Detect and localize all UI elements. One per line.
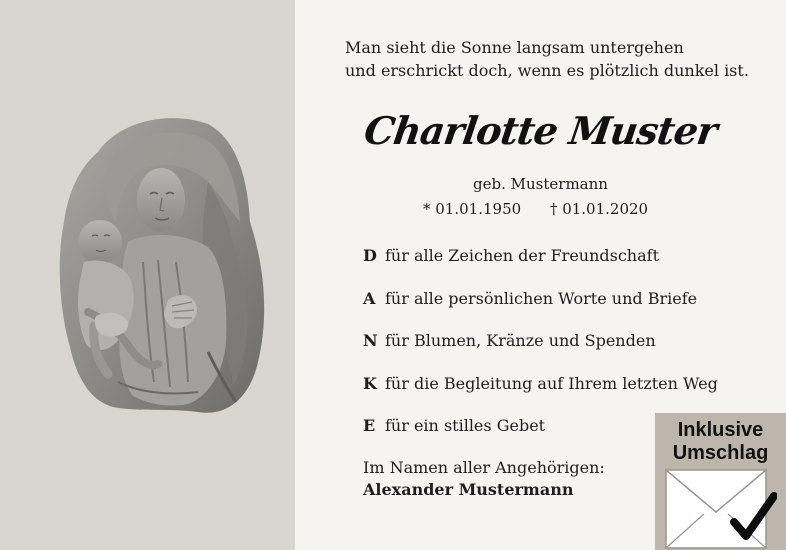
image-panel — [0, 0, 295, 550]
quote-line: und erschrickt doch, wenn es plötzlich dunkel ist. — [345, 61, 749, 80]
badge-line: Inklusive — [677, 419, 764, 441]
acrostic-letter: A — [363, 288, 376, 308]
birth-name: geb. Mustermann — [473, 175, 608, 193]
thanks-text: für alle persönlichen Worte und Briefe — [385, 288, 698, 308]
acrostic-letter: D — [363, 246, 377, 265]
thanks-text: für Blumen, Kränze und Spenden — [385, 331, 656, 350]
deceased-name: Charlotte Muster — [361, 108, 720, 153]
list-item — [363, 374, 718, 417]
envelope-check-icon — [664, 468, 777, 550]
acrostic-letter: N — [363, 331, 378, 350]
poem-quote — [345, 36, 749, 82]
life-dates — [423, 200, 648, 218]
closing-line: Im Namen aller Angehörigen: — [363, 458, 605, 477]
quote-line: Man sieht die Sonne langsam untergehen — [345, 38, 684, 57]
badge-label — [655, 419, 786, 465]
list-item — [363, 331, 718, 374]
list-item — [363, 289, 718, 332]
thanks-text: für ein stilles Gebet — [385, 416, 546, 435]
closing-block — [363, 457, 605, 501]
death-date: † 01.01.2020 — [549, 200, 649, 218]
thanks-text: für alle Zeichen der Freundschaft — [385, 246, 659, 265]
thanks-text: für die Begleitung auf Ihrem letzten Weg — [385, 373, 718, 393]
badge-line: Umschlag — [672, 442, 769, 464]
envelope-badge — [655, 413, 786, 550]
acrostic-letter: E — [363, 416, 376, 435]
list-item — [363, 246, 718, 289]
birth-date: * 01.01.1950 — [423, 200, 522, 218]
madonna-relief-image — [58, 112, 268, 424]
acrostic-letter: K — [363, 373, 377, 393]
signer-name: Alexander Mustermann — [363, 480, 574, 499]
